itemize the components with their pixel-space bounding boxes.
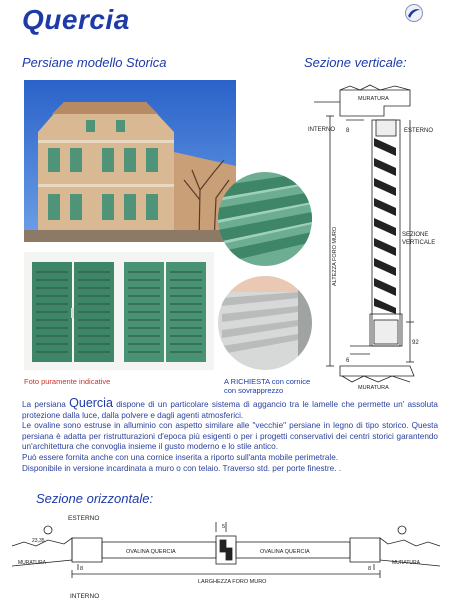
h-dim-5: 5 [222, 524, 226, 530]
v-esterno-label: ESTERNO [404, 128, 434, 134]
v-dim-92: 92 [412, 340, 419, 346]
description-p1-start: La persiana [22, 400, 70, 409]
h-muratura-right: MURATURA [392, 560, 420, 566]
h-dim-8-left: 8 [80, 566, 84, 572]
brand-name: Quercia [69, 396, 113, 410]
description-p1-end: dispone di un particolare sistema di aggancio tra le lamelle che permette un' assoluta protezione dalla luce, dalla polvere e dagli agenti atmosferici. [22, 400, 438, 420]
h-dim-8-right: 8 [368, 566, 372, 572]
horizontal-section-title: Sezione orizzontale: [36, 491, 154, 506]
shutters-photo [24, 252, 214, 370]
h-interno-label: INTERNO [70, 593, 100, 600]
vertical-section-title: Sezione verticale: [304, 55, 407, 70]
model-subtitle: Persiane modello Storica [22, 55, 167, 70]
description-p1 [22, 398, 438, 421]
on-request-line-1: A RICHIESTA con cornice [224, 377, 311, 386]
description-p2: Le ovaline sono estruse in alluminio con aspetto similare alle "vecchie" persiane in legno di tipo storico. Questa persiana è adatta per ristrutturazioni d'epoca più esigenti o per i progetti conservativi dei centri storici garantendo un'architettura che convoglia insieme il gusto moderno e lo stile antico. [22, 421, 438, 452]
v-altezza-label: ALTEZZA FORO MURO [332, 226, 338, 286]
h-dims-left: 23,35 [32, 538, 45, 544]
page-title: Quercia [22, 4, 130, 35]
h-ovalina-right: OVALINA QUERCIA [260, 549, 310, 555]
h-larghezza-label: LARGHEZZA FORO MURO [198, 579, 267, 585]
frame-detail-photo [218, 276, 312, 370]
horizontal-section-drawing [8, 508, 444, 600]
h-esterno-label: ESTERNO [68, 515, 100, 522]
q-logo-icon [404, 3, 424, 23]
v-interno-label: INTERNO [308, 127, 335, 133]
photo-note: Foto puramente indicative [24, 377, 111, 386]
description-p3: Può essere fornita anche con una cornice inserita a riporto sull'anta mobile perimetrale. [22, 452, 339, 462]
h-muratura-left: MURATURA [18, 560, 46, 566]
slat-detail-photo [218, 172, 312, 266]
on-request-line-2: con sovrapprezzo [224, 386, 284, 395]
v-muratura-bottom: MURATURA [358, 385, 389, 391]
description-p4: Disponibile in versione incardinata a muro o con telaio. Traverso std. per porte finestre. . [22, 463, 342, 473]
vertical-section-drawing [300, 76, 446, 394]
v-dim-6: 6 [346, 358, 350, 364]
v-muratura-top: MURATURA [358, 96, 389, 102]
v-sezione-label: SEZIONE [402, 232, 429, 238]
description-text [22, 398, 438, 474]
building-photo [24, 80, 236, 242]
v-verticale-label: VERTICALE [402, 240, 436, 246]
h-ovalina-left: OVALINA QUERCIA [126, 549, 176, 555]
v-dim-8: 8 [346, 128, 350, 134]
